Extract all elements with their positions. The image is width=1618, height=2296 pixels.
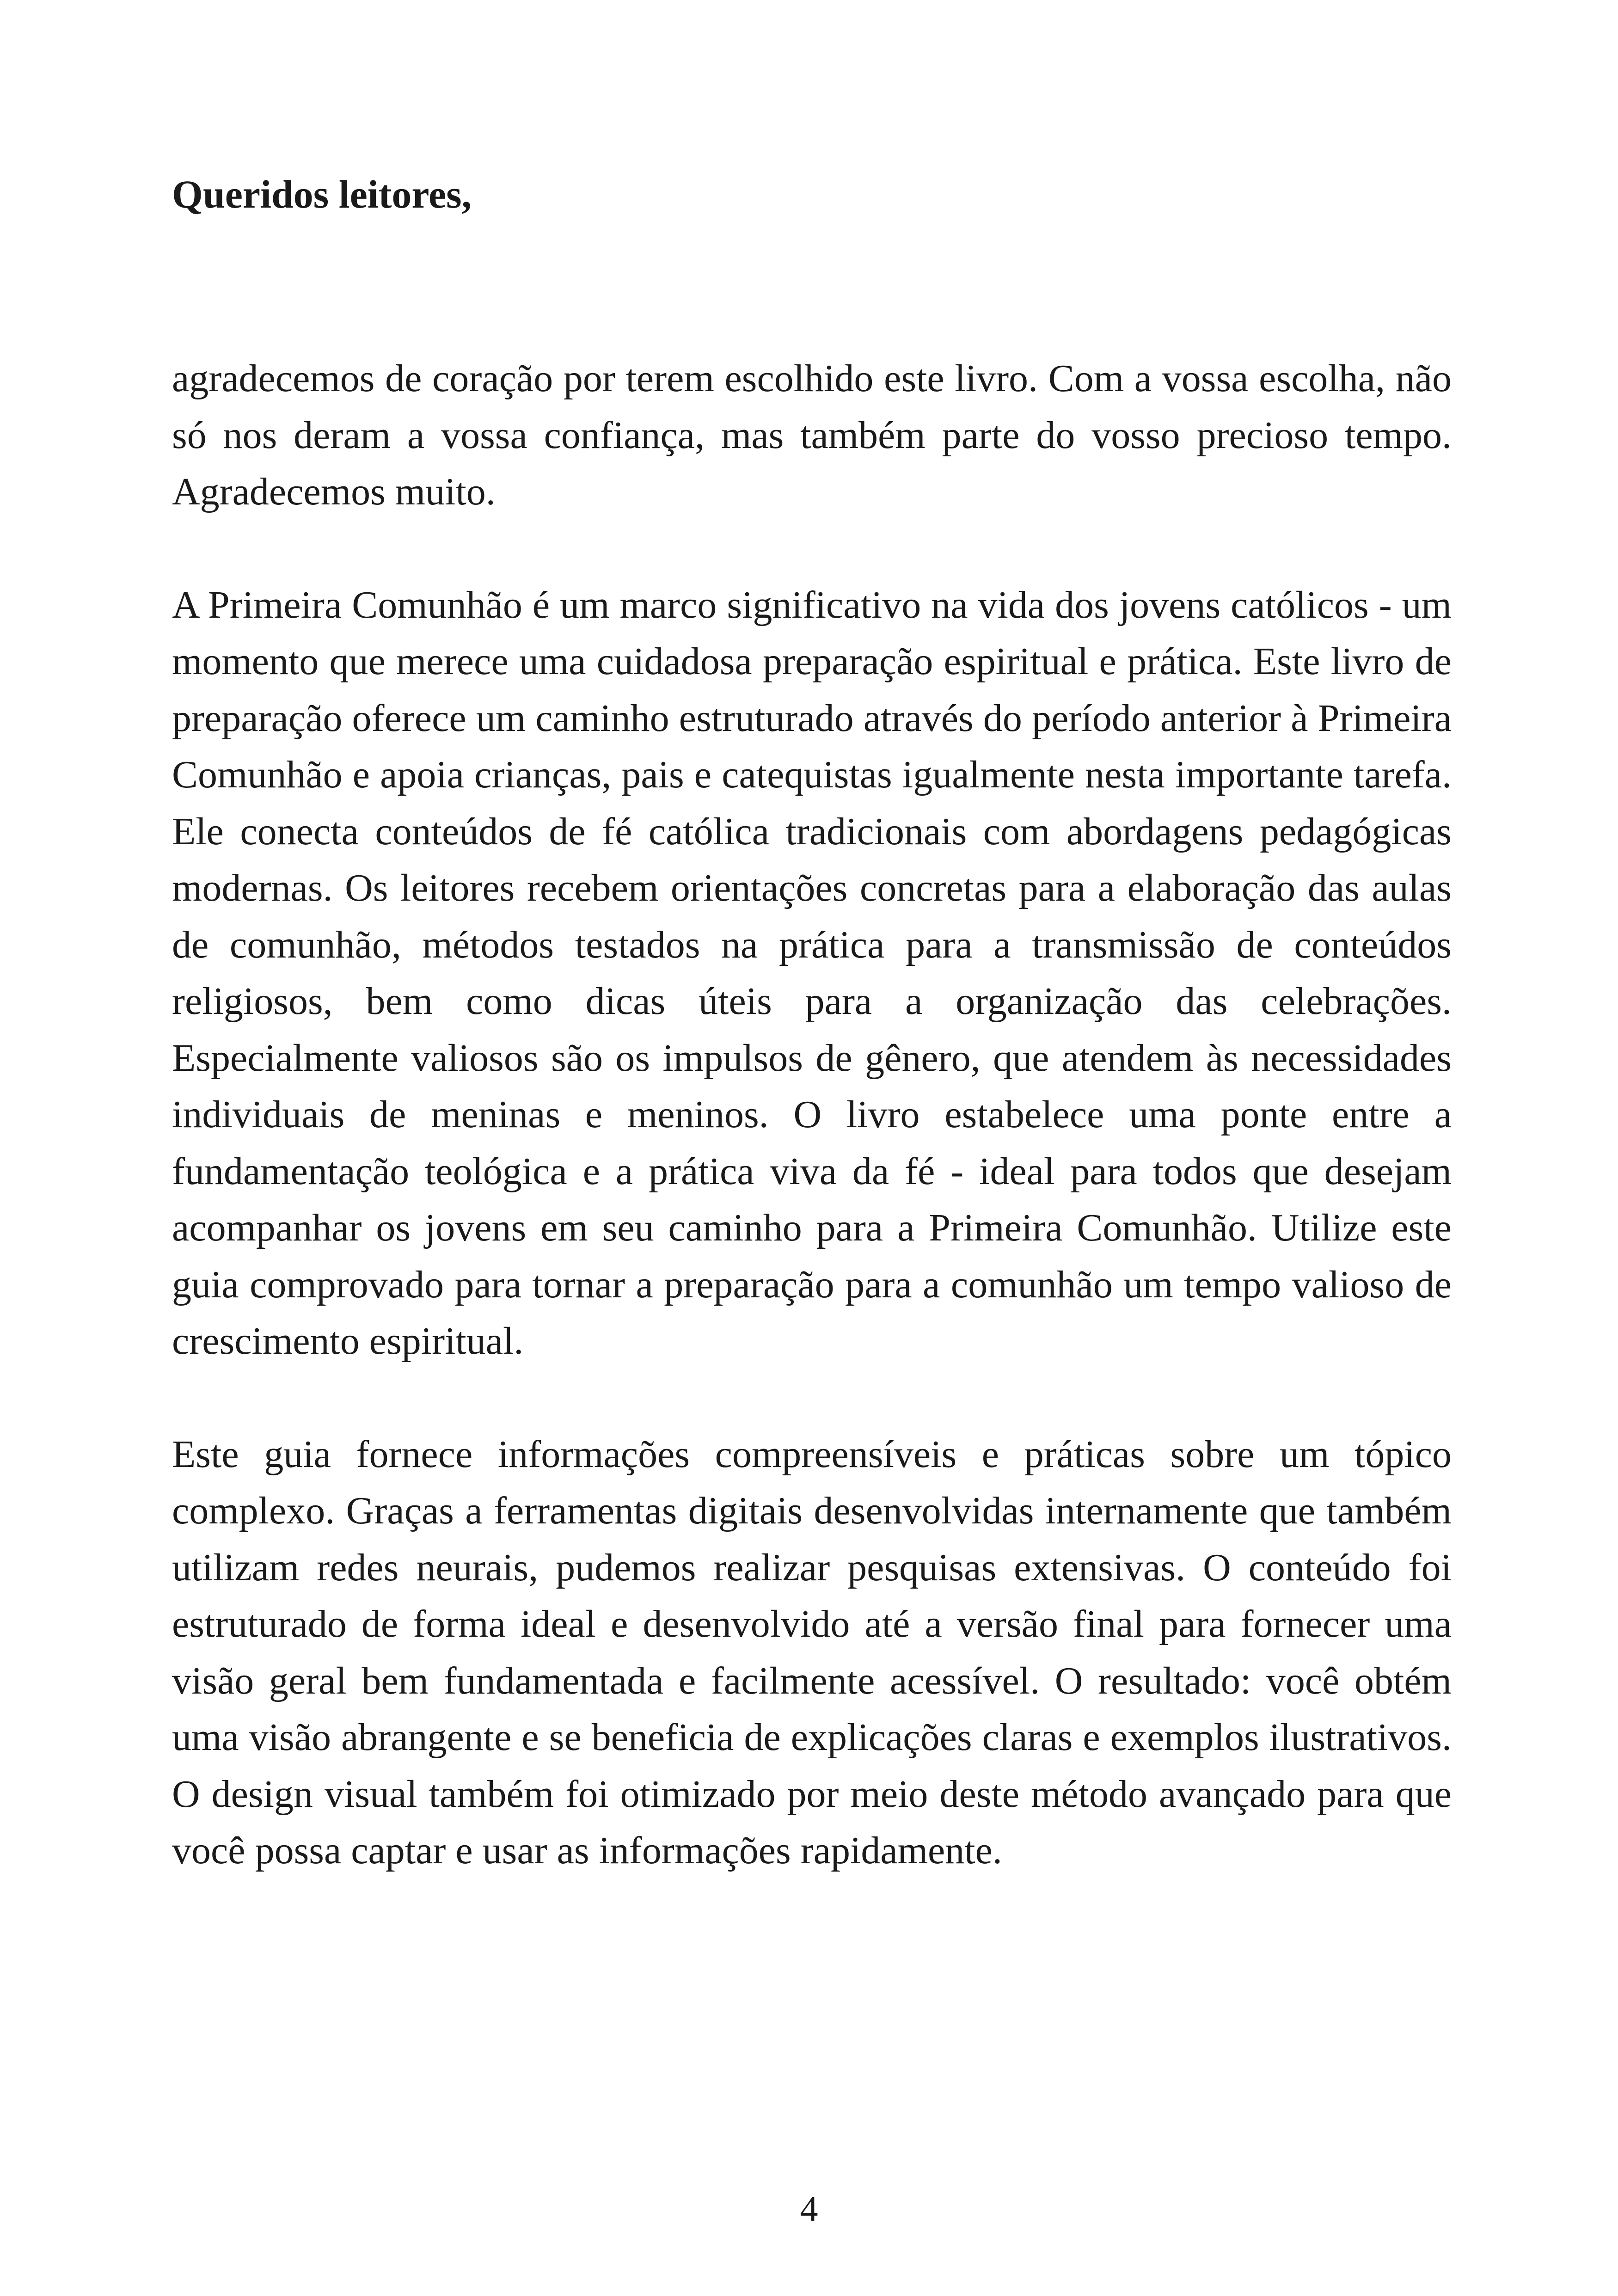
- page-body: [172, 166, 1452, 1879]
- paragraph-thanks: agradecemos de coração por terem escolhido este livro. Com a vossa escolha, não só nos deram a vossa confiança, mas também parte do vosso precioso tempo. Agradecemos muito.: [172, 357, 1452, 513]
- salutation-heading: Queridos leitores,: [172, 172, 472, 216]
- paragraph-book-description: A Primeira Comunhão é um marco significativo na vida dos jovens católicos - um momento que merece uma cuidadosa preparação espiritual e prática. Este livro de preparação oferece um caminho estruturado através do período anterior à Primeira Comunhão e apoia crianças, pais e catequistas igualmente nesta importante tarefa. Ele conecta conteúdos de fé católica tradicionais com abordagens pedagógicas modernas. Os leitores recebem orientações concretas para a elaboração das aulas de comunhão, métodos testados na prática para a transmissão de conteúdos religiosos, bem como dicas úteis para a organização das celebrações. Especialmente valiosos são os impulsos de gênero, que atendem às necessidades individuais de meninas e meninos. O livro estabelece uma ponte entre a fundamentação teológica e a prática viva da fé - ideal para todos que desejam acompanhar os jovens em seu caminho para a Primeira Comunhão. Utilize este guia comprovado para tornar a preparação para a comunhão um tempo valioso de crescimento espiritual.: [172, 583, 1452, 1363]
- page-number: 4: [800, 2189, 818, 2229]
- paragraph-guide-method: Este guia fornece informações compreensíveis e práticas sobre um tópico complexo. Graças a ferramentas digitais desenvolvidas internamente que também utilizam redes neurais, pudemos realizar pesquisas extensivas. O conteúdo foi estruturado de forma ideal e desenvolvido até a versão final para fornecer uma visão geral bem fundamentada e facilmente acessível. O resultado: você obtém uma visão abrangente e se beneficia de explicações claras e exemplos ilustrativos. O design visual também foi otimizado por meio deste método avançado para que você possa captar e usar as informações rapidamente.: [172, 1432, 1452, 1872]
